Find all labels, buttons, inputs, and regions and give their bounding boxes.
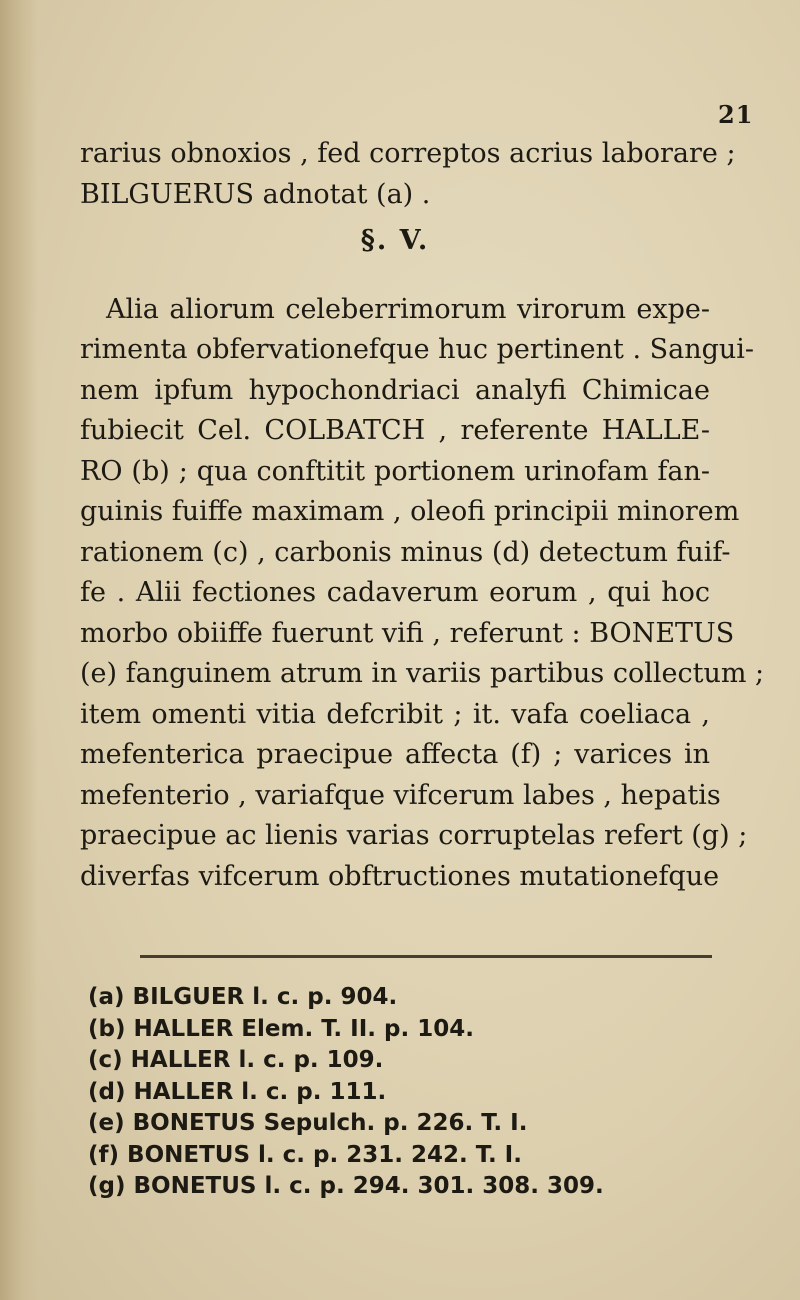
section-heading: §. V. xyxy=(360,225,430,256)
footnote: (g) BONETUS l. c. p. 294. 301. 308. 309. xyxy=(88,1173,604,1199)
text-line: BILGUERUS adnotat (a) . xyxy=(80,178,431,210)
footnote: (e) BONETUS Sepulch. p. 226. T. I. xyxy=(88,1110,528,1136)
text-line: rarius obnoxios , fed correptos acrius laborare ; xyxy=(80,138,736,169)
text-line: diverfas vifcerum obftructiones mutationefque xyxy=(80,860,720,892)
footnote: (b) HALLER Elem. T. II. p. 104. xyxy=(88,1015,474,1042)
text-line: RO (b) ; qua conftitit portionem urinofam fan- xyxy=(80,455,710,487)
text-line: mefenterica praecipue affecta (f) ; varices in xyxy=(80,739,710,770)
footnote: (a) BILGUER l. c. p. 904. xyxy=(88,984,398,1010)
footnote-divider xyxy=(140,955,712,958)
footnote: (d) HALLER l. c. p. 111. xyxy=(88,1078,387,1105)
footnotes xyxy=(88,982,708,1203)
text-line: item omenti vitia defcribit ; it. vafa coeliaca , xyxy=(80,698,710,730)
text-line: fubiecit Cel. COLBATCH , referente HALLE- xyxy=(80,415,710,446)
text-line: rimenta obfervationefque huc pertinent . Sangui- xyxy=(80,334,755,365)
text-line: (e) fanguinem atrum in variis partibus collectum ; xyxy=(80,658,765,689)
text-line: nem ipfum hypochondriaci analyfi Chimicae xyxy=(80,374,710,406)
paragraph xyxy=(80,290,765,898)
text-line: morbo obiiffe fuerunt vifi , referunt : BONETUS xyxy=(80,617,735,649)
text-line: mefenterio , variafque vifcerum labes , hepatis xyxy=(80,779,721,811)
footnote: (f) BONETUS l. c. p. 231. 242. T. I. xyxy=(88,1141,522,1168)
page-number: 21 xyxy=(718,100,754,129)
text-line: fe . Alii fectiones cadaverum eorum , qui hoc xyxy=(80,577,710,608)
text-line: praecipue ac lienis varias corruptelas refert (g) ; xyxy=(80,820,748,851)
body-text xyxy=(80,134,765,897)
footnote: (c) HALLER l. c. p. 109. xyxy=(88,1047,384,1073)
text-line: Alia aliorum celeberrimorum virorum expe- xyxy=(106,293,710,325)
text-line: guinis fuiffe maximam , oleofi principii minorem xyxy=(80,496,740,527)
text-line: rationem (c) , carbonis minus (d) detectum fuif- xyxy=(80,536,731,568)
page-gutter-edge xyxy=(0,0,38,1300)
